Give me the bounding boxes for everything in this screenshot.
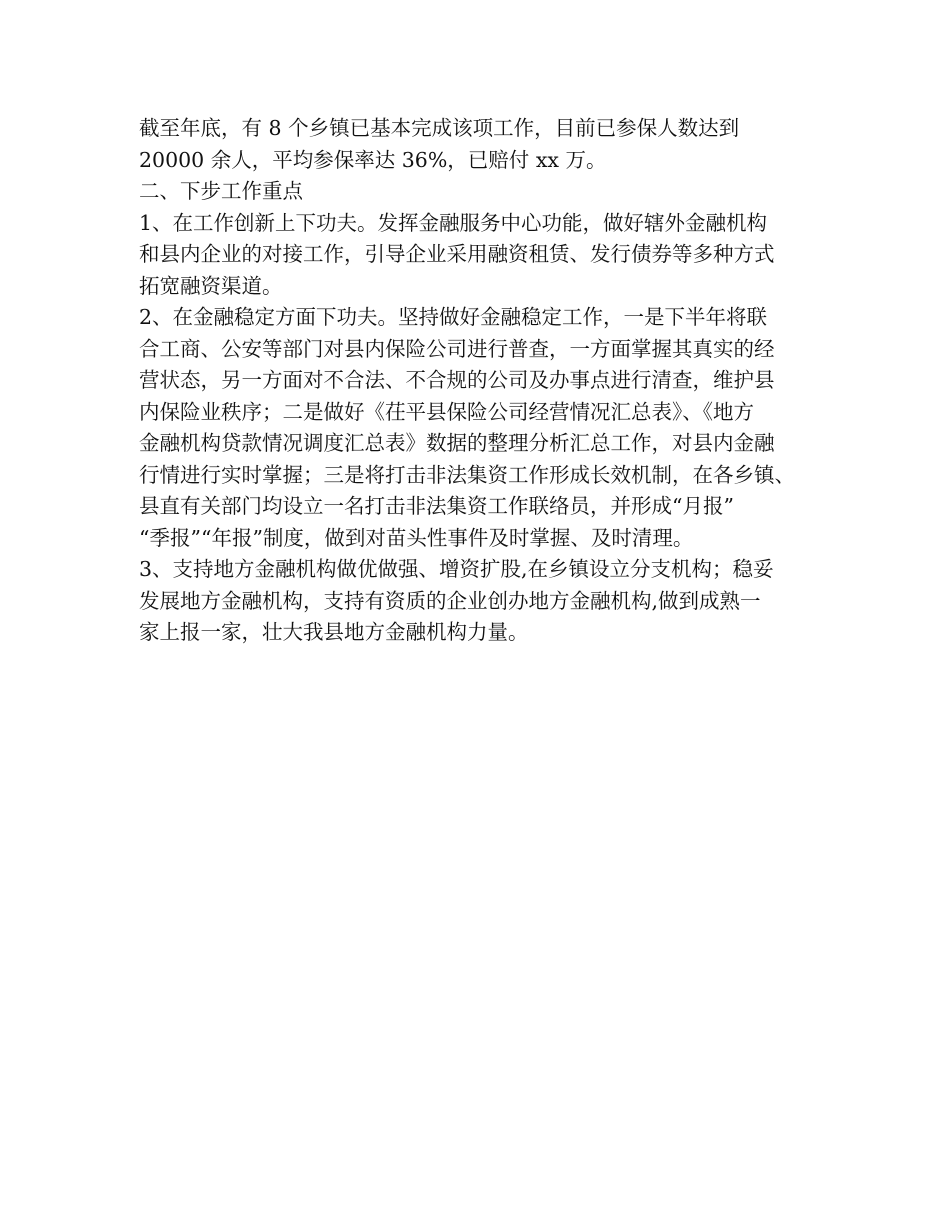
text-line: 家上报一家，壮大我县地方金融机构力量。: [139, 620, 529, 644]
paragraph-insurance-status: [139, 113, 821, 176]
text-line: “季报”“年报”制度，做到对苗头性事件及时掌握、及时清理。: [139, 525, 694, 550]
text-line: 拓宽融资渠道。: [139, 273, 283, 298]
text-line: 内保险业秩序；二是做好《茌平县保险公司经营情况汇总表》、《地方: [139, 399, 754, 424]
paragraph-item-2: [139, 302, 821, 554]
text-line: 2、在金融稳定方面下功夫。坚持做好金融稳定工作，一是下半年将联: [139, 305, 768, 329]
text-line: 县直有关部门均设立一名打击非法集资工作联络员，并形成“月报”: [139, 494, 734, 518]
heading-next-steps: 二、下步工作重点: [139, 179, 303, 203]
paragraph-item-1: [139, 208, 821, 303]
text-line: 截至年底，有 8 个乡镇已基本完成该项工作，目前已参保人数达到: [139, 116, 740, 140]
paragraph-item-3: [139, 554, 821, 649]
text-line: 营状态，另一方面对不合法、不合规的公司及办事点进行清查，维护县: [139, 368, 775, 392]
text-line: 发展地方金融机构，支持有资质的企业创办地方金融机构,做到成熟一: [139, 588, 761, 613]
section-heading: [139, 176, 821, 208]
text-line: 1、在工作创新上下功夫。发挥金融服务中心功能，做好辖外金融机构: [139, 210, 768, 235]
text-line: 20000 余人，平均参保率达 36%，已赔付 xx 万。: [139, 147, 607, 172]
text-line: 金融机构贷款情况调度汇总表》数据的整理分析汇总工作，对县内金融: [139, 431, 775, 455]
text-line: 和县内企业的对接工作，引导企业采用融资租赁、发行债券等多种方式: [139, 242, 775, 266]
text-line: 合工商、公安等部门对县内保险公司进行普查，一方面掌握其真实的经: [139, 336, 775, 361]
document-body: [139, 113, 821, 649]
text-line: 3、支持地方金融机构做优做强、增资扩股,在乡镇设立分支机构；稳妥: [139, 557, 774, 581]
text-line: 行情进行实时掌握；三是将打击非法集资工作形成长效机制，在各乡镇、: [139, 462, 795, 487]
